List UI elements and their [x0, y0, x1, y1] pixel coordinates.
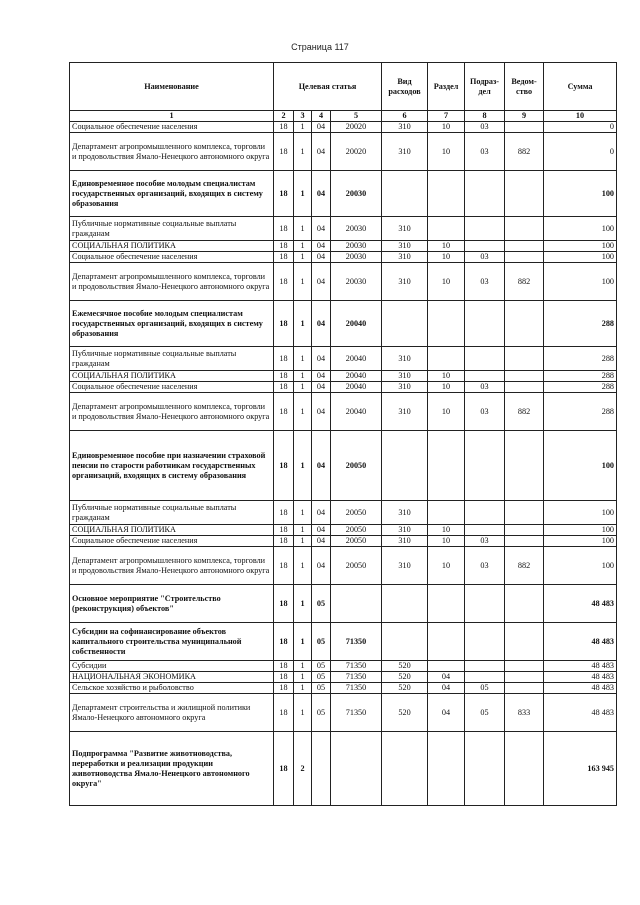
cell-sum: 100: [544, 501, 617, 525]
cell-ved: [505, 623, 544, 661]
cell-c4: [331, 732, 382, 806]
cell-c3: 04: [312, 393, 331, 431]
cell-c2: 1: [294, 347, 312, 371]
cell-c3: [312, 732, 331, 806]
cell-ved: 833: [505, 694, 544, 732]
cell-sum: 48 483: [544, 672, 617, 683]
cell-c4: 20040: [331, 301, 382, 347]
row-name: Единовременное пособие при назначении страховой пенсии по старости работникам государственных организаций, входящих в систему образования: [70, 431, 274, 501]
cell-rz: 10: [428, 547, 465, 585]
cell-c3: 04: [312, 371, 331, 382]
cell-pr: 03: [465, 536, 505, 547]
cell-ved: [505, 431, 544, 501]
header-amount: Сумма: [544, 63, 617, 111]
cell-c4: 20030: [331, 171, 382, 217]
cell-pr: [465, 623, 505, 661]
table-row: [70, 263, 617, 301]
cell-c2: 1: [294, 393, 312, 431]
cell-c3: 04: [312, 252, 331, 263]
cell-pr: [465, 431, 505, 501]
column-index: 3: [294, 111, 312, 122]
cell-rz: [428, 501, 465, 525]
cell-c2: 1: [294, 431, 312, 501]
cell-c2: 1: [294, 122, 312, 133]
cell-c1: 18: [274, 382, 294, 393]
cell-c4: [331, 585, 382, 623]
cell-c3: 05: [312, 585, 331, 623]
cell-ved: [505, 536, 544, 547]
row-name: Социальное обеспечение населения: [70, 252, 274, 263]
cell-ved: [505, 683, 544, 694]
cell-rz: [428, 661, 465, 672]
cell-ved: [505, 732, 544, 806]
cell-rz: [428, 301, 465, 347]
cell-pr: 03: [465, 122, 505, 133]
header-subsection: Подраз-дел: [465, 63, 505, 111]
cell-vr: 310: [382, 501, 428, 525]
column-index-row: [70, 111, 617, 122]
cell-vr: 520: [382, 694, 428, 732]
cell-pr: 05: [465, 694, 505, 732]
cell-ved: [505, 241, 544, 252]
cell-ved: [505, 171, 544, 217]
cell-sum: 100: [544, 525, 617, 536]
cell-c3: 04: [312, 122, 331, 133]
cell-c2: 1: [294, 694, 312, 732]
cell-ved: 882: [505, 393, 544, 431]
cell-c4: 20050: [331, 431, 382, 501]
table-row: [70, 585, 617, 623]
table-row: [70, 501, 617, 525]
cell-c2: 1: [294, 683, 312, 694]
cell-pr: 05: [465, 683, 505, 694]
cell-pr: [465, 525, 505, 536]
cell-sum: 100: [544, 263, 617, 301]
cell-sum: 0: [544, 122, 617, 133]
table-row: [70, 661, 617, 672]
row-name: Департамент агропромышленного комплекса, торговли и продовольствия Ямало-Ненецкого автономного округа: [70, 393, 274, 431]
column-index: 1: [70, 111, 274, 122]
cell-c3: 05: [312, 694, 331, 732]
cell-pr: [465, 661, 505, 672]
cell-ved: [505, 217, 544, 241]
cell-c1: 18: [274, 431, 294, 501]
cell-c4: 20050: [331, 525, 382, 536]
cell-c1: 18: [274, 536, 294, 547]
row-name: Основное мероприятие "Строительство (реконструкция) объектов": [70, 585, 274, 623]
cell-c3: 04: [312, 501, 331, 525]
table-row: [70, 525, 617, 536]
cell-c4: 20030: [331, 241, 382, 252]
cell-ved: 882: [505, 547, 544, 585]
cell-c2: 2: [294, 732, 312, 806]
cell-rz: [428, 585, 465, 623]
cell-rz: 04: [428, 683, 465, 694]
table-row: [70, 672, 617, 683]
cell-c1: 18: [274, 263, 294, 301]
row-name: Департамент агропромышленного комплекса, торговли и продовольствия Ямало-Ненецкого автономного округа: [70, 547, 274, 585]
cell-c1: 18: [274, 122, 294, 133]
cell-c1: 18: [274, 525, 294, 536]
table-row: [70, 301, 617, 347]
cell-sum: 48 483: [544, 623, 617, 661]
cell-ved: [505, 252, 544, 263]
column-index: 10: [544, 111, 617, 122]
cell-c4: 71350: [331, 672, 382, 683]
page-number: Страница 117: [291, 42, 349, 52]
cell-c3: 04: [312, 133, 331, 171]
cell-c2: 1: [294, 241, 312, 252]
cell-c1: 18: [274, 217, 294, 241]
cell-rz: 10: [428, 263, 465, 301]
table-body: [70, 122, 617, 806]
cell-sum: 288: [544, 382, 617, 393]
cell-sum: 48 483: [544, 661, 617, 672]
cell-c2: 1: [294, 252, 312, 263]
cell-pr: 03: [465, 382, 505, 393]
table-row: [70, 252, 617, 263]
cell-ved: [505, 661, 544, 672]
cell-c1: 18: [274, 347, 294, 371]
cell-c2: 1: [294, 382, 312, 393]
table-row: [70, 393, 617, 431]
cell-c2: 1: [294, 672, 312, 683]
cell-ved: 882: [505, 263, 544, 301]
cell-c2: 1: [294, 371, 312, 382]
cell-ved: [505, 301, 544, 347]
cell-c1: 18: [274, 301, 294, 347]
cell-vr: 310: [382, 122, 428, 133]
table-row: [70, 347, 617, 371]
cell-pr: [465, 217, 505, 241]
header-expense-type: Вид расходов: [382, 63, 428, 111]
cell-vr: [382, 431, 428, 501]
cell-sum: 100: [544, 431, 617, 501]
cell-vr: 520: [382, 672, 428, 683]
cell-c1: 18: [274, 393, 294, 431]
cell-c3: 04: [312, 263, 331, 301]
cell-rz: 10: [428, 371, 465, 382]
cell-pr: [465, 301, 505, 347]
cell-c1: 18: [274, 547, 294, 585]
row-name: Субсидии: [70, 661, 274, 672]
cell-ved: [505, 501, 544, 525]
cell-c4: 71350: [331, 694, 382, 732]
row-name: Подпрограмма "Развитие животноводства, переработки и реализации продукции животноводства Ямало-Ненецкого автономного округа": [70, 732, 274, 806]
cell-ved: [505, 525, 544, 536]
row-name: СОЦИАЛЬНАЯ ПОЛИТИКА: [70, 525, 274, 536]
table-row: [70, 382, 617, 393]
cell-pr: 03: [465, 133, 505, 171]
cell-c3: 04: [312, 431, 331, 501]
cell-pr: [465, 241, 505, 252]
cell-sum: 48 483: [544, 694, 617, 732]
cell-c1: 18: [274, 683, 294, 694]
cell-c3: 04: [312, 525, 331, 536]
cell-rz: 10: [428, 133, 465, 171]
cell-ved: [505, 585, 544, 623]
cell-pr: 03: [465, 252, 505, 263]
cell-c4: 20040: [331, 347, 382, 371]
cell-pr: [465, 501, 505, 525]
row-name: Публичные нормативные социальные выплаты гражданам: [70, 217, 274, 241]
cell-c4: 71350: [331, 661, 382, 672]
cell-c3: 04: [312, 382, 331, 393]
cell-vr: 310: [382, 536, 428, 547]
cell-pr: 03: [465, 393, 505, 431]
row-name: Единовременное пособие молодым специалистам государственных организаций, входящих в систему образования: [70, 171, 274, 217]
cell-c2: 1: [294, 623, 312, 661]
cell-c4: 20050: [331, 536, 382, 547]
cell-c3: 04: [312, 301, 331, 347]
cell-sum: 288: [544, 371, 617, 382]
table-row: [70, 536, 617, 547]
table-row: [70, 133, 617, 171]
cell-rz: 10: [428, 525, 465, 536]
header-department: Ведом-ство: [505, 63, 544, 111]
cell-c1: 18: [274, 252, 294, 263]
cell-c2: 1: [294, 501, 312, 525]
cell-vr: 310: [382, 133, 428, 171]
cell-rz: [428, 431, 465, 501]
cell-pr: [465, 585, 505, 623]
cell-c3: 04: [312, 547, 331, 585]
cell-c3: 04: [312, 217, 331, 241]
cell-c4: 20030: [331, 263, 382, 301]
cell-c4: 71350: [331, 683, 382, 694]
table-row: [70, 547, 617, 585]
table-row: [70, 623, 617, 661]
cell-rz: [428, 347, 465, 371]
cell-vr: 310: [382, 263, 428, 301]
cell-vr: [382, 585, 428, 623]
cell-vr: 310: [382, 382, 428, 393]
cell-vr: 310: [382, 371, 428, 382]
cell-sum: 100: [544, 171, 617, 217]
cell-pr: [465, 171, 505, 217]
cell-vr: [382, 732, 428, 806]
cell-c1: 18: [274, 732, 294, 806]
cell-c2: 1: [294, 525, 312, 536]
cell-vr: 310: [382, 347, 428, 371]
cell-c3: 05: [312, 683, 331, 694]
cell-sum: 100: [544, 217, 617, 241]
cell-sum: 288: [544, 301, 617, 347]
cell-c1: 18: [274, 371, 294, 382]
cell-vr: 310: [382, 241, 428, 252]
table-row: [70, 732, 617, 806]
row-name: Публичные нормативные социальные выплаты гражданам: [70, 501, 274, 525]
row-name: Социальное обеспечение населения: [70, 122, 274, 133]
cell-c1: 18: [274, 585, 294, 623]
row-name: Департамент агропромышленного комплекса, торговли и продовольствия Ямало-Ненецкого автономного округа: [70, 133, 274, 171]
cell-c1: 18: [274, 241, 294, 252]
column-index: 9: [505, 111, 544, 122]
cell-rz: [428, 623, 465, 661]
cell-c4: 20040: [331, 393, 382, 431]
cell-c4: 20050: [331, 547, 382, 585]
cell-c1: 18: [274, 661, 294, 672]
cell-vr: [382, 171, 428, 217]
cell-c3: 04: [312, 536, 331, 547]
cell-c4: 20030: [331, 217, 382, 241]
cell-rz: 04: [428, 694, 465, 732]
table-row: [70, 241, 617, 252]
cell-c2: 1: [294, 301, 312, 347]
row-name: НАЦИОНАЛЬНАЯ ЭКОНОМИКА: [70, 672, 274, 683]
cell-rz: 04: [428, 672, 465, 683]
cell-sum: 163 945: [544, 732, 617, 806]
cell-vr: 310: [382, 252, 428, 263]
header-target-article: Целевая статья: [274, 63, 382, 111]
column-index: 2: [274, 111, 294, 122]
table-row: [70, 683, 617, 694]
cell-sum: 0: [544, 133, 617, 171]
row-name: Социальное обеспечение населения: [70, 536, 274, 547]
column-index: 4: [312, 111, 331, 122]
cell-ved: 882: [505, 133, 544, 171]
table-row: [70, 217, 617, 241]
cell-rz: 10: [428, 122, 465, 133]
cell-c1: 18: [274, 623, 294, 661]
cell-c2: 1: [294, 133, 312, 171]
cell-rz: [428, 217, 465, 241]
cell-pr: [465, 371, 505, 382]
cell-c2: 1: [294, 547, 312, 585]
cell-c1: 18: [274, 501, 294, 525]
table-row: [70, 431, 617, 501]
cell-c3: 04: [312, 171, 331, 217]
cell-sum: 100: [544, 252, 617, 263]
header-section: Раздел: [428, 63, 465, 111]
budget-table: [69, 62, 617, 806]
row-name: Субсидии на софинансирование объектов капитального строительства муниципальной собственности: [70, 623, 274, 661]
row-name: Социальное обеспечение населения: [70, 382, 274, 393]
header-row: [70, 63, 617, 111]
column-index: 7: [428, 111, 465, 122]
cell-c2: 1: [294, 585, 312, 623]
column-index: 8: [465, 111, 505, 122]
cell-c2: 1: [294, 536, 312, 547]
cell-sum: 100: [544, 241, 617, 252]
cell-pr: [465, 672, 505, 683]
cell-vr: [382, 301, 428, 347]
cell-c4: 20040: [331, 371, 382, 382]
cell-sum: 288: [544, 393, 617, 431]
row-name: Ежемесячное пособие молодым специалистам государственных организаций, входящих в систему образования: [70, 301, 274, 347]
cell-c1: 18: [274, 694, 294, 732]
cell-rz: 10: [428, 241, 465, 252]
row-name: Публичные нормативные социальные выплаты гражданам: [70, 347, 274, 371]
table-row: [70, 122, 617, 133]
cell-rz: 10: [428, 252, 465, 263]
cell-pr: 03: [465, 547, 505, 585]
cell-c2: 1: [294, 661, 312, 672]
cell-c2: 1: [294, 217, 312, 241]
cell-vr: 310: [382, 525, 428, 536]
table-row: [70, 694, 617, 732]
cell-pr: 03: [465, 263, 505, 301]
cell-vr: 310: [382, 547, 428, 585]
column-index: 5: [331, 111, 382, 122]
cell-rz: 10: [428, 382, 465, 393]
table-row: [70, 371, 617, 382]
row-name: Сельское хозяйство и рыболовство: [70, 683, 274, 694]
cell-vr: 520: [382, 661, 428, 672]
cell-c1: 18: [274, 672, 294, 683]
cell-c2: 1: [294, 171, 312, 217]
cell-sum: 48 483: [544, 683, 617, 694]
cell-rz: [428, 171, 465, 217]
cell-c3: 05: [312, 672, 331, 683]
cell-c4: 20020: [331, 122, 382, 133]
column-index: 6: [382, 111, 428, 122]
cell-sum: 100: [544, 536, 617, 547]
cell-rz: 10: [428, 393, 465, 431]
cell-vr: [382, 623, 428, 661]
cell-c3: 04: [312, 241, 331, 252]
row-name: Департамент агропромышленного комплекса, торговли и продовольствия Ямало-Ненецкого автономного округа: [70, 263, 274, 301]
row-name: Департамент строительства и жилищной политики Ямало-Ненецкого автономного округа: [70, 694, 274, 732]
cell-c1: 18: [274, 133, 294, 171]
cell-vr: 310: [382, 217, 428, 241]
cell-pr: [465, 732, 505, 806]
row-name: СОЦИАЛЬНАЯ ПОЛИТИКА: [70, 371, 274, 382]
cell-c3: 05: [312, 661, 331, 672]
cell-c4: 20030: [331, 252, 382, 263]
cell-c1: 18: [274, 171, 294, 217]
cell-rz: 10: [428, 536, 465, 547]
cell-ved: [505, 371, 544, 382]
cell-pr: [465, 347, 505, 371]
table-row: [70, 171, 617, 217]
cell-rz: [428, 732, 465, 806]
cell-ved: [505, 122, 544, 133]
cell-vr: 310: [382, 393, 428, 431]
cell-c4: 20020: [331, 133, 382, 171]
cell-c3: 05: [312, 623, 331, 661]
cell-c4: 20040: [331, 382, 382, 393]
cell-sum: 288: [544, 347, 617, 371]
row-name: СОЦИАЛЬНАЯ ПОЛИТИКА: [70, 241, 274, 252]
cell-sum: 48 483: [544, 585, 617, 623]
cell-ved: [505, 347, 544, 371]
cell-vr: 520: [382, 683, 428, 694]
cell-sum: 100: [544, 547, 617, 585]
cell-c3: 04: [312, 347, 331, 371]
cell-c4: 71350: [331, 623, 382, 661]
cell-c4: 20050: [331, 501, 382, 525]
cell-ved: [505, 672, 544, 683]
header-name: Наименование: [70, 63, 274, 111]
cell-ved: [505, 382, 544, 393]
cell-c2: 1: [294, 263, 312, 301]
